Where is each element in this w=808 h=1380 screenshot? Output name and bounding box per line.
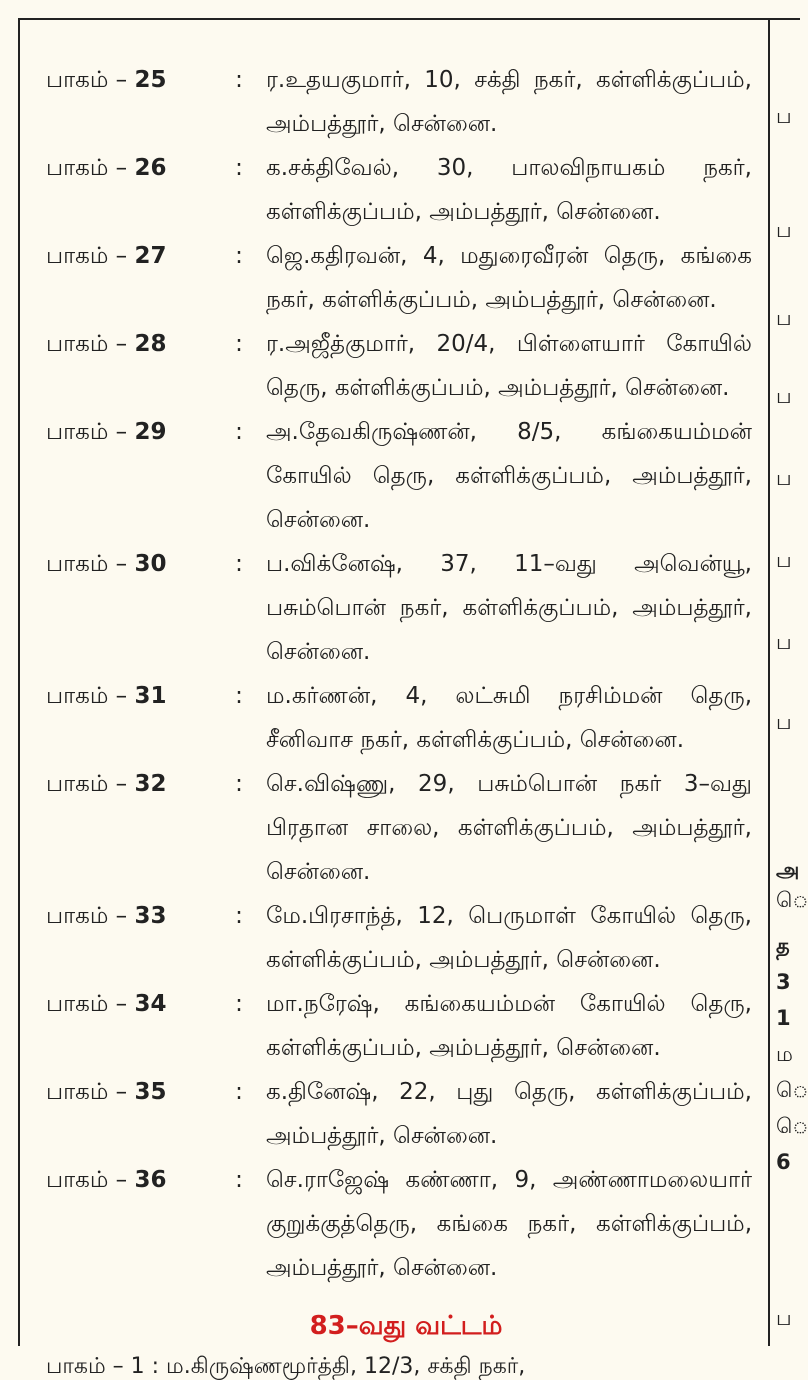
left-border bbox=[18, 18, 20, 1346]
right-fragment: த bbox=[776, 934, 790, 958]
part-label: பாகம் – 25 bbox=[46, 67, 167, 93]
part-label: பாகம் – 26 bbox=[46, 155, 167, 181]
list-item bbox=[46, 982, 752, 1070]
member-address: மா.நரேஷ், கங்கையம்மன் கோயில் தெரு, கள்ளிக்குப்பம், அம்பத்தூர், சென்னை. bbox=[266, 991, 752, 1061]
list-item bbox=[46, 1070, 752, 1158]
top-border bbox=[18, 18, 800, 20]
right-fragment: 6 bbox=[776, 1150, 791, 1174]
separator: : bbox=[235, 243, 243, 269]
part-number: 29 bbox=[134, 419, 167, 445]
member-address: ர.அஜீத்குமார், 20/4, பிள்ளையார் கோயில் தெரு, கள்ளிக்குப்பம், அம்பத்தூர், சென்னை. bbox=[266, 331, 752, 401]
right-fragment: ெ bbox=[776, 888, 808, 912]
member-address: க.சக்திவேல், 30, பாலவிநாயகம் நகர், கள்ளிக்குப்பம், அம்பத்தூர், சென்னை. bbox=[266, 155, 752, 225]
right-fragment: ப bbox=[776, 218, 792, 242]
right-fragment: ப bbox=[776, 548, 792, 572]
separator: : bbox=[235, 155, 243, 181]
right-fragment: ப bbox=[776, 1306, 792, 1330]
separator: : bbox=[235, 683, 243, 709]
right-fragment: ப bbox=[776, 384, 792, 408]
member-address: ஜெ.கதிரவன், 4, மதுரைவீரன் தெரு, கங்கை நகர், கள்ளிக்குப்பம், அம்பத்தூர், சென்னை. bbox=[266, 243, 752, 313]
right-fragment: ெ bbox=[776, 1078, 808, 1102]
separator: : bbox=[235, 903, 243, 929]
part-label: பாகம் – 34 bbox=[46, 991, 167, 1017]
right-fragment: 3 bbox=[776, 970, 791, 994]
member-address: மே.பிரசாந்த், 12, பெருமாள் கோயில் தெரு, கள்ளிக்குப்பம், அம்பத்தூர், சென்னை. bbox=[266, 903, 752, 973]
part-label: பாகம் – 27 bbox=[46, 243, 167, 269]
ward-heading: 83–வது வட்டம் bbox=[309, 1311, 503, 1341]
member-address: ர.உதயகுமார், 10, சக்தி நகர், கள்ளிக்குப்பம், அம்பத்தூர், சென்னை. bbox=[266, 67, 752, 137]
member-address: ப.விக்னேஷ், 37, 11–வது அவென்யூ, பசும்பொன் நகர், கள்ளிக்குப்பம், அம்பத்தூர், சென்னை. bbox=[266, 551, 752, 665]
part-number: 28 bbox=[134, 331, 167, 357]
right-fragment: 1 bbox=[776, 1006, 791, 1030]
separator: : bbox=[235, 551, 243, 577]
part-number: 34 bbox=[134, 991, 167, 1017]
appointment-list-column bbox=[46, 58, 752, 1379]
list-item bbox=[46, 542, 752, 674]
member-address: க.தினேஷ், 22, புது தெரு, கள்ளிக்குப்பம், அம்பத்தூர், சென்னை. bbox=[266, 1079, 752, 1149]
part-label: பாகம் – 35 bbox=[46, 1079, 167, 1105]
part-number: 33 bbox=[134, 903, 167, 929]
part-number: 26 bbox=[134, 155, 167, 181]
separator: : bbox=[235, 1079, 243, 1105]
right-fragment: ப bbox=[776, 630, 792, 654]
separator: : bbox=[235, 331, 243, 357]
part-label: பாகம் – 29 bbox=[46, 419, 167, 445]
part-label: பாகம் – 32 bbox=[46, 771, 167, 797]
column-divider bbox=[768, 18, 770, 1346]
list-item bbox=[46, 322, 752, 410]
list-item bbox=[46, 674, 752, 762]
part-label: பாகம் – 30 bbox=[46, 551, 167, 577]
separator: : bbox=[235, 419, 243, 445]
list-item bbox=[46, 146, 752, 234]
right-fragment: ெ bbox=[776, 1114, 808, 1138]
right-fragment: ப bbox=[776, 104, 792, 128]
separator: : bbox=[235, 1167, 243, 1193]
part-number: 27 bbox=[134, 243, 167, 269]
member-address: செ.ராஜேஷ் கண்ணா, 9, அண்ணாமலையார் குறுக்குத்தெரு, கங்கை நகர், கள்ளிக்குப்பம், அம்பத்தூர், சென்னை. bbox=[266, 1167, 752, 1281]
part-number: 32 bbox=[134, 771, 167, 797]
part-label: பாகம் – 33 bbox=[46, 903, 167, 929]
part-number: 36 bbox=[134, 1167, 167, 1193]
separator: : bbox=[235, 991, 243, 1017]
part-label: பாகம் – 31 bbox=[46, 683, 167, 709]
right-fragment: ப bbox=[776, 710, 792, 734]
separator: : bbox=[235, 67, 243, 93]
separator: : bbox=[235, 771, 243, 797]
part-label: பாகம் – 36 bbox=[46, 1167, 167, 1193]
member-address: செ.விஷ்ணு, 29, பசும்பொன் நகர் 3–வது பிரதான சாலை, கள்ளிக்குப்பம், அம்பத்தூர், சென்னை. bbox=[266, 771, 752, 885]
part-number: 30 bbox=[134, 551, 167, 577]
list-item bbox=[46, 234, 752, 322]
right-fragment: ம bbox=[776, 1042, 793, 1066]
list-item bbox=[46, 1158, 752, 1290]
part-number: 35 bbox=[134, 1079, 167, 1105]
list-item bbox=[46, 410, 752, 542]
list-item bbox=[46, 894, 752, 982]
part-number: 31 bbox=[134, 683, 167, 709]
member-address: அ.தேவகிருஷ்ணன், 8/5, கங்கையம்மன் கோயில் தெரு, கள்ளிக்குப்பம், அம்பத்தூர், சென்னை. bbox=[266, 419, 752, 533]
member-address: ம.கர்ணன், 4, லட்சுமி நரசிம்மன் தெரு, சீனிவாச நகர், கள்ளிக்குப்பம், சென்னை. bbox=[266, 683, 752, 753]
list-item bbox=[46, 762, 752, 894]
part-number: 25 bbox=[134, 67, 167, 93]
right-fragment: அ bbox=[776, 858, 800, 882]
part-label: பாகம் – 28 bbox=[46, 331, 167, 357]
right-fragment: ப bbox=[776, 466, 792, 490]
right-fragment: ப bbox=[776, 306, 792, 330]
cut-off-text-line: பாகம் – 1 : ம.கிருஷ்ணமூர்த்தி, 12/3, சக்தி நகர், bbox=[46, 1354, 526, 1379]
adjacent-column-fragment bbox=[776, 0, 808, 1346]
list-item bbox=[46, 58, 752, 146]
